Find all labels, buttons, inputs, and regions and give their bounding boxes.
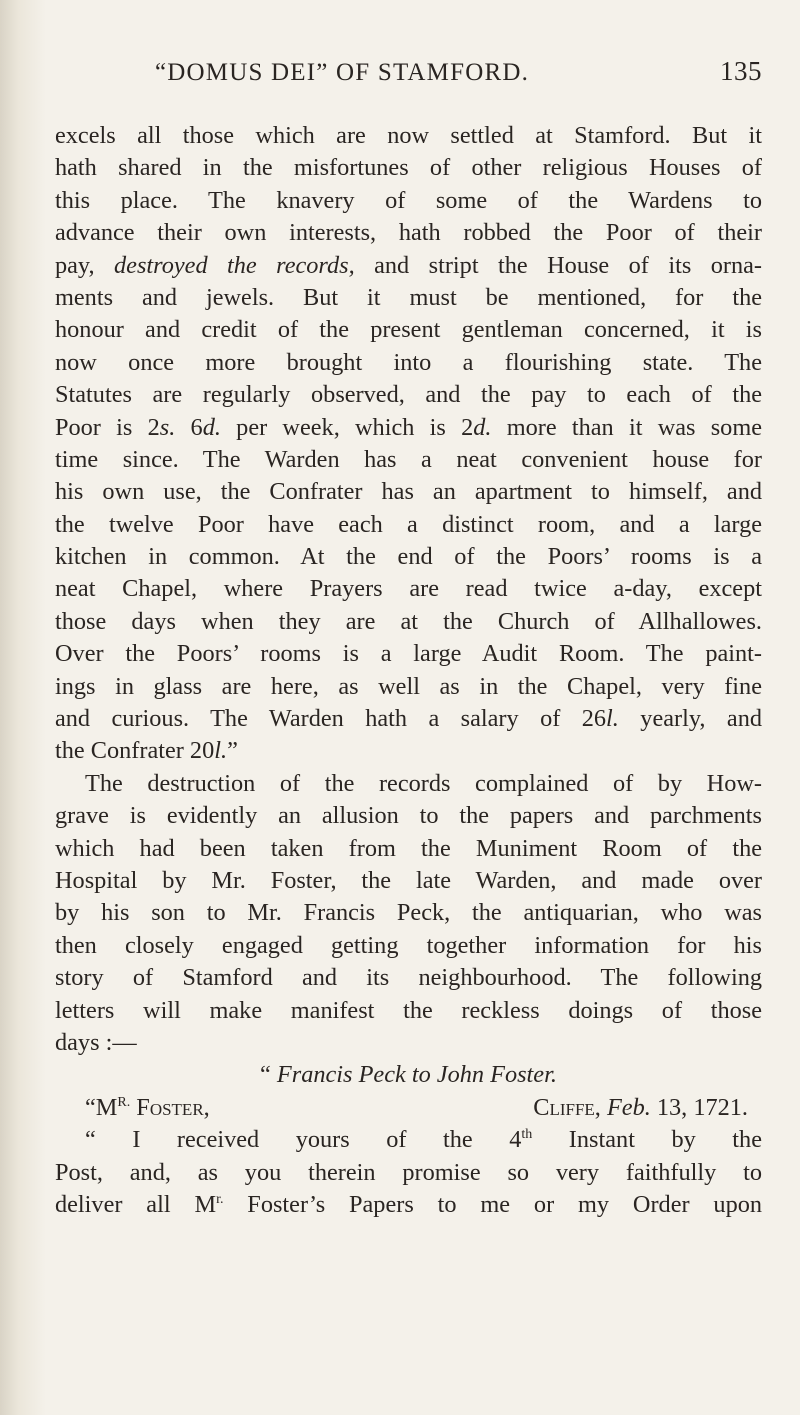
letter-month: Feb. [606, 1093, 651, 1121]
ordinal-superscript: th [521, 1127, 533, 1143]
text-line: his own use, the Confrater has an apartment to himself, and [55, 478, 762, 506]
currency-abbrev: l. [606, 705, 619, 733]
text-line: kitchen in common. At the end of the Poors’ rooms is a [55, 543, 762, 571]
text-line: now once more brought into a flourishing state. The [55, 348, 762, 376]
text-line: time since. The Warden has a neat convenient house for [55, 445, 762, 473]
letter-place: Cliffe, [533, 1093, 607, 1121]
running-head [155, 56, 762, 87]
letter-heading [55, 1059, 762, 1091]
text-segment: pay, [55, 251, 115, 279]
currency-abbrev: d. [473, 413, 492, 441]
text-line: ments and jewels. But it must be mentioned, for the [55, 283, 762, 311]
text-segment: the Confrater 20 [55, 737, 215, 765]
text-line [55, 1189, 762, 1221]
text-line: this place. The knavery of some of the Wardens to [55, 186, 762, 214]
text-line [55, 250, 762, 282]
text-line [55, 735, 762, 767]
text-line: Over the Poors’ rooms is a large Audit Room. The paint- [55, 640, 762, 668]
text-line: the twelve Poor have each a distinct room, and a large [55, 510, 762, 538]
text-line [55, 1124, 762, 1156]
text-line: advance their own interests, hath robbed the Poor of their [55, 219, 762, 247]
text-line: Post, and, as you therein promise so very faithfully to [55, 1158, 762, 1186]
text-line: days :— [55, 1028, 137, 1056]
letter-address-line [55, 1092, 762, 1124]
text-line: by his son to Mr. Francis Peck, the antiquarian, who was [55, 899, 762, 927]
text-line: Statutes are regularly observed, and the pay to each of the [55, 381, 762, 409]
letter-heading-text: Francis Peck to John Foster. [276, 1061, 557, 1089]
text-segment: “ I received yours of the 4 [85, 1126, 522, 1154]
currency-abbrev: l. [214, 737, 228, 765]
text-line: story of Stamford and its neighbourhood. The following [55, 964, 762, 992]
letter-date: 13, 1721. [650, 1093, 748, 1121]
text-line: which had been taken from the Muniment Room of the [55, 834, 762, 862]
salutation-superscript: R. [117, 1094, 131, 1110]
title-superscript: r. [216, 1191, 224, 1207]
text-segment: Foster’s Papers to me or my Order upon [223, 1190, 763, 1218]
text-line: honour and credit of the present gentleman concerned, it is [55, 316, 762, 344]
text-segment: Instant by the [532, 1126, 762, 1154]
text-line: ings in glass are here, as well as in the Chapel, very fine [55, 672, 762, 700]
text-segment: per week, which is 2 [220, 413, 474, 441]
currency-abbrev: d. [202, 413, 221, 441]
text-segment: and stript the House of its orna- [354, 251, 762, 279]
salutation-name: Foster, [130, 1093, 210, 1121]
letter-salutation [85, 1092, 210, 1124]
text-line [55, 412, 762, 444]
text-segment: more than it was some [491, 413, 763, 441]
text-line: letters will make manifest the reckless doings of those [55, 996, 762, 1024]
text-line: those days when they are at the Church of Allhallowes. [55, 607, 762, 635]
text-segment: deliver all M [55, 1190, 217, 1218]
text-line: then closely engaged getting together information for his [55, 931, 762, 959]
body-text [55, 120, 762, 1221]
italic-phrase: destroyed the records, [114, 251, 355, 279]
text-segment: yearly, and [618, 705, 762, 733]
running-head-title: “DOMUS DEI” OF STAMFORD. [155, 59, 530, 86]
quote-mark: “ [260, 1061, 277, 1089]
letter-place-date [533, 1092, 748, 1124]
text-segment: and curious. The Warden hath a salary of 26 [55, 705, 607, 733]
text-line [55, 703, 762, 735]
text-line: grave is evidently an allusion to the papers and parchments [55, 802, 762, 830]
page-number: 135 [720, 56, 762, 86]
salutation-open: “M [85, 1093, 118, 1121]
text-line: Hospital by Mr. Foster, the late Warden, and made over [55, 866, 762, 894]
text-segment: Poor is 2 [55, 413, 160, 441]
text-line: excels all those which are now settled at Stamford. But it [55, 122, 762, 149]
text-line: hath shared in the misfortunes of other religious Houses of [55, 154, 762, 182]
text-segment: ” [227, 737, 238, 765]
text-segment: 6 [175, 413, 203, 441]
text-line: neat Chapel, where Prayers are read twice a-day, except [55, 575, 762, 603]
currency-abbrev: s. [159, 413, 176, 441]
text-line: The destruction of the records complained of by How- [85, 769, 762, 797]
